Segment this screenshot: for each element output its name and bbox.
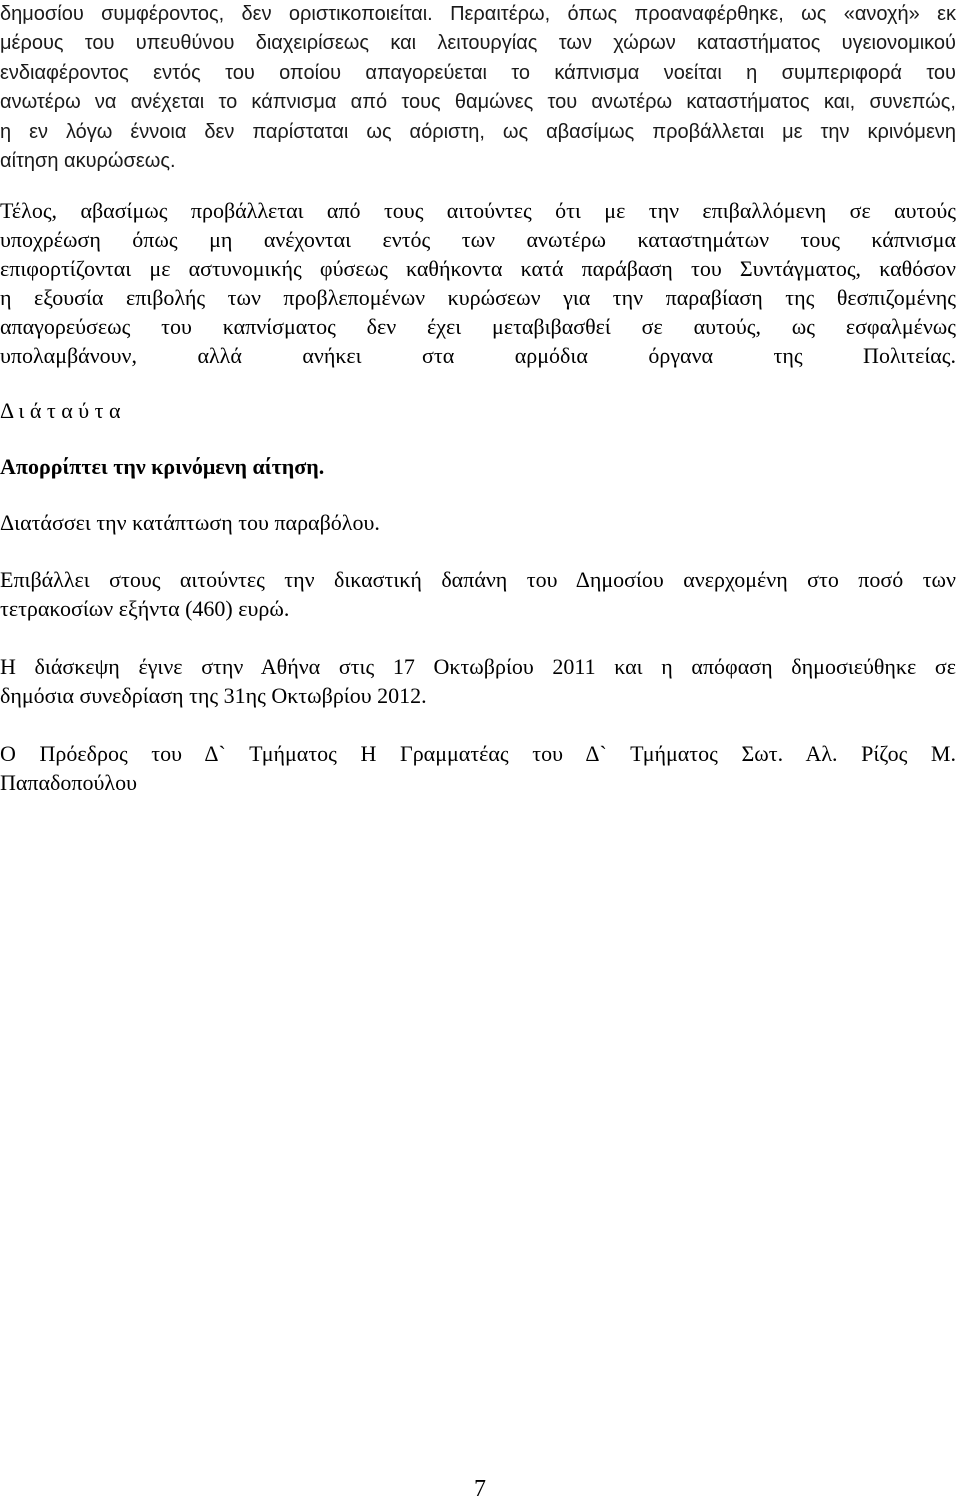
ruling-text: Διατάσσει την κατάπτωση του παραβόλου. — [0, 510, 380, 535]
paragraph-line: δημόσια συνεδρίαση της 31ης Οκτωβρίου 2012. — [0, 683, 427, 708]
paragraph-line: υπολαμβάνουν, αλλά ανήκει στα αρμόδια όργανα της Πολιτείας. — [0, 343, 956, 368]
paragraph-line: η εξουσία επιβολής των προβλεπομένων κυρώσεων για την παραβίαση της θεσπιζομένης — [0, 285, 956, 310]
ruling-text: Απορρίπτει την κρινόμενη αίτηση. — [0, 454, 325, 479]
deliberation-note — [0, 652, 956, 710]
section-heading — [0, 396, 956, 425]
paragraph-line: επιφορτίζονται με αστυνομικής φύσεως καθήκοντα κατά παράβαση του Συντάγματος, καθόσον — [0, 256, 956, 281]
paragraph-line: απαγορεύσεως του καπνίσματος δεν έχει μεταβιβασθεί σε αυτούς, ως εσφαλμένως — [0, 314, 956, 339]
signatures-block — [0, 739, 956, 797]
ruling-dismissal — [0, 452, 956, 481]
paragraph-line: μέρους του υπευθύνου διαχειρίσεως και λειτουργίας των χώρων καταστήματος υγειονομικού — [0, 32, 956, 55]
paragraph-line: δημοσίου συμφέροντος, δεν οριστικοποιείται. Περαιτέρω, όπως προαναφέρθηκε, ως «ανοχή» εκ — [0, 3, 956, 25]
paragraph-line: ενδιαφέροντος εντός του οποίου απαγορεύεται το κάπνισμα νοείται η συμπεριφορά του — [0, 61, 956, 84]
paragraph-line: αίτηση ακυρώσεως. — [0, 150, 176, 173]
signature-line: Παπαδοπούλου — [0, 770, 137, 795]
ruling-forfeiture — [0, 508, 956, 537]
paragraph-line: τετρακοσίων εξήντα (460) ευρώ. — [0, 596, 290, 621]
page-number: 7 — [474, 1476, 486, 1502]
paragraph-line: Επιβάλλει στους αιτούντες την δικαστική δαπάνη του Δημοσίου ανερχομένη στο ποσό των — [0, 567, 956, 592]
paragraph-line: Η διάσκεψη έγινε στην Αθήνα στις 17 Οκτωβρίου 2011 και η απόφαση δημοσιεύθηκε σε — [0, 654, 956, 679]
heading-text: Δ ι ά τ α ύ τ α — [0, 398, 121, 423]
paragraph-line: υποχρέωση όπως μη ανέχονται εντός των ανωτέρω καταστημάτων τους κάπνισμα — [0, 227, 956, 252]
paragraph-anoxi — [0, 0, 956, 176]
paragraph-telos — [0, 196, 956, 370]
paragraph-line: Τέλος, αβασίμως προβάλλεται από τους αιτούντες ότι με την επιβαλλόμενη σε αυτούς — [0, 198, 956, 223]
paragraph-line: ανωτέρω να ανέχεται το κάπνισμα από τους θαμώνες του ανωτέρω καταστήματος και, συνεπώς, — [0, 91, 956, 114]
paragraph-line: η εν λόγω έννοια δεν παρίσταται ως αόριστη, ως αβασίμως προβάλλεται με την κρινόμενη — [0, 120, 956, 143]
ruling-costs — [0, 565, 956, 623]
signature-line: Ο Πρόεδρος του Δ` Τμήματος Η Γραμματέας του Δ` Τμήματος Σωτ. Αλ. Ρίζος Μ. — [0, 741, 956, 766]
